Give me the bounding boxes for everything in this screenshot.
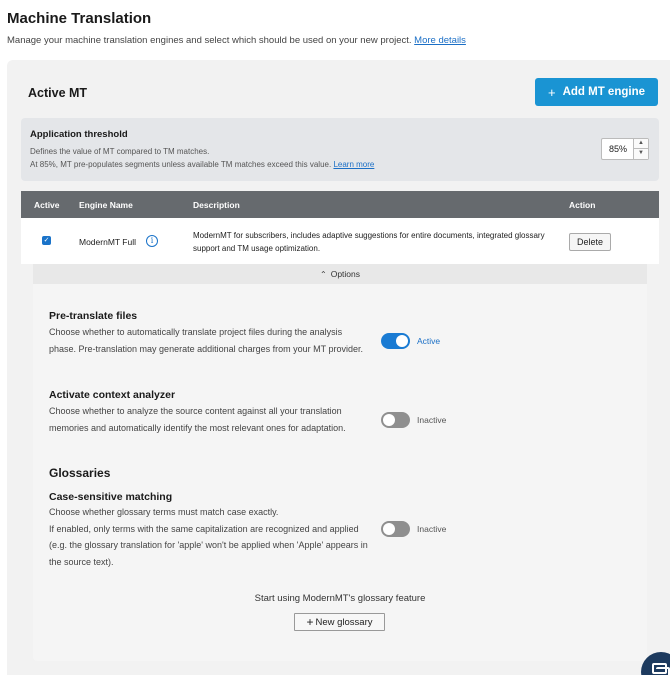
page-subtitle-text: Manage your machine translation engines and select which should be used on your new project. xyxy=(7,35,412,46)
pretranslate-title: Pre-translate files xyxy=(49,310,138,322)
column-header-description: Description xyxy=(193,200,240,210)
plus-icon: + xyxy=(306,615,314,629)
case-sensitive-status: Inactive xyxy=(417,524,447,534)
engine-description: ModernMT for subscribers, includes adaptive suggestions for entire documents, integrated glossary support and TM usage optimization. xyxy=(193,231,545,253)
engine-name: ModernMT Full xyxy=(79,237,136,247)
chevron-down-icon[interactable]: ▼ xyxy=(633,149,648,159)
pretranslate-status: Active xyxy=(417,336,441,346)
case-sensitive-desc-line2: If enabled, only terms with the same capitalization are recognized and applied (e.g. the glossary translation for 'apple' won't be applied when 'Apple' appears in the source text). xyxy=(49,523,368,567)
page-title: Machine Translation xyxy=(7,10,152,27)
pretranslate-description: Choose whether to automatically translate project files during the analysis phase. Pre-translation may generate additional charges from your MT provider. xyxy=(49,327,363,354)
chevron-up-icon[interactable]: ▲ xyxy=(633,139,648,149)
threshold-title: Application threshold xyxy=(30,129,128,140)
options-label: Options xyxy=(330,269,360,279)
threshold-description: Defines the value of MT compared to TM matches. xyxy=(30,147,210,156)
toggle-knob xyxy=(396,335,408,347)
chevron-up-icon: ⌃ xyxy=(320,269,327,279)
new-glossary-label: New glossary xyxy=(315,616,373,628)
toggle-knob xyxy=(383,414,395,426)
options-toggle[interactable] xyxy=(33,264,647,284)
toggle-knob xyxy=(383,523,395,535)
delete-button[interactable]: Delete xyxy=(569,233,611,251)
glossaries-title: Glossaries xyxy=(49,466,111,480)
add-mt-engine-button[interactable] xyxy=(535,78,658,106)
case-sensitive-title: Case-sensitive matching xyxy=(49,491,173,503)
add-mt-engine-label: Add MT engine xyxy=(562,86,645,98)
engines-table-header xyxy=(21,191,659,218)
case-sensitive-description xyxy=(49,504,369,570)
chat-icon-front xyxy=(652,663,667,674)
application-threshold-box xyxy=(21,118,659,181)
column-header-active: Active xyxy=(34,200,60,210)
glossary-cta-text: Start using ModernMT's glossary feature xyxy=(254,593,426,604)
plus-icon: + xyxy=(547,84,556,100)
pretranslate-toggle[interactable] xyxy=(381,333,410,349)
case-sensitive-desc-line1: Choose whether glossary terms must match case exactly. xyxy=(49,507,279,517)
active-mt-title: Active MT xyxy=(28,86,88,100)
context-analyzer-toggle[interactable] xyxy=(381,412,410,428)
case-sensitive-toggle[interactable] xyxy=(381,521,410,537)
context-analyzer-title: Activate context analyzer xyxy=(49,389,176,401)
threshold-stepper[interactable] xyxy=(601,138,649,160)
context-analyzer-description: Choose whether to analyze the source content against all your translation memories and automatically identify the most relevant ones for adaptation. xyxy=(49,406,346,433)
threshold-description-2 xyxy=(30,160,374,169)
info-icon[interactable]: i xyxy=(146,235,158,247)
more-details-link[interactable]: More details xyxy=(414,35,466,46)
context-analyzer-status: Inactive xyxy=(417,415,447,425)
threshold-description-2-text: At 85%, MT pre-populates segments unless available TM matches exceed this value. xyxy=(30,160,332,169)
page-subtitle xyxy=(7,35,466,46)
learn-more-link[interactable]: Learn more xyxy=(333,160,375,169)
active-checkbox[interactable]: ✓ xyxy=(43,237,50,244)
column-header-action: Action xyxy=(569,200,596,210)
threshold-value[interactable]: 85% xyxy=(609,144,628,154)
table-row xyxy=(21,218,659,264)
new-glossary-button[interactable] xyxy=(294,613,385,631)
column-header-engine-name: Engine Name xyxy=(79,200,133,210)
